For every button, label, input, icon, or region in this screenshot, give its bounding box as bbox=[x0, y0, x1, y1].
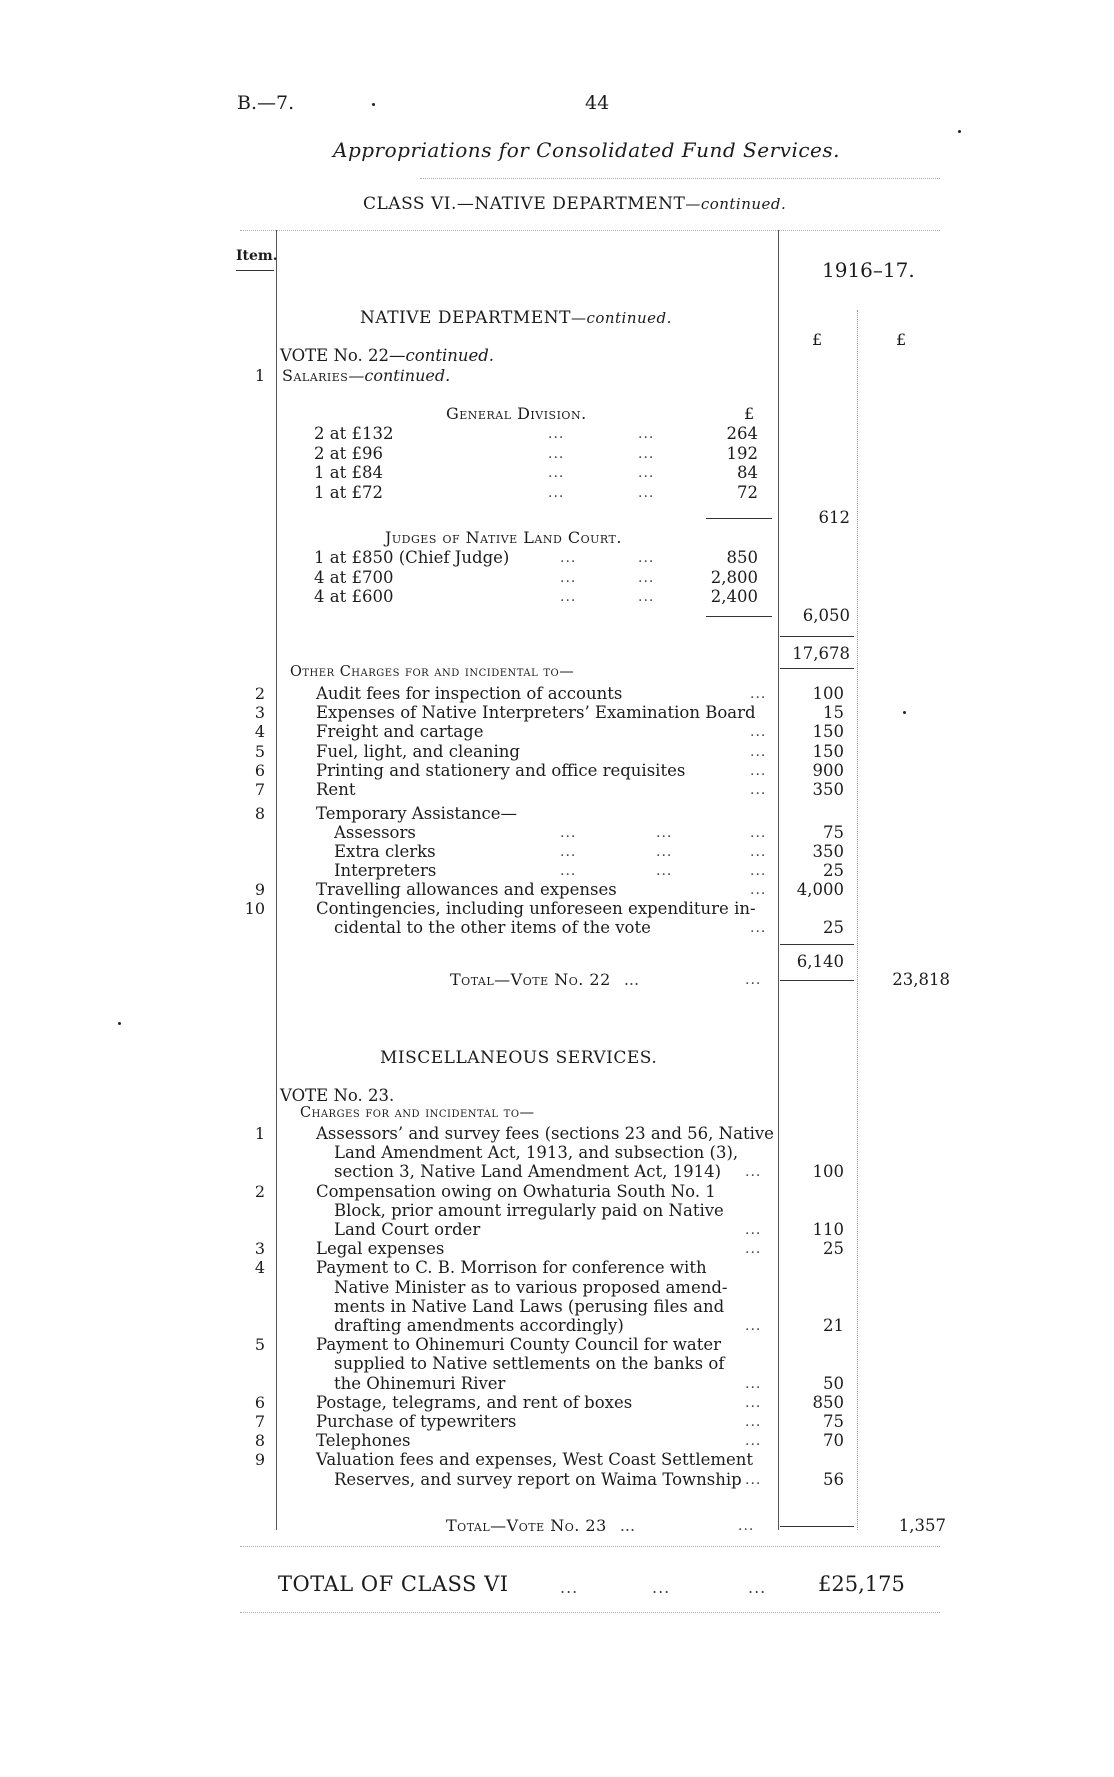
other-charge-label: Fuel, light, and cleaning bbox=[316, 741, 520, 761]
item-number: 6 bbox=[254, 760, 265, 780]
item-number: 3 bbox=[254, 703, 265, 723]
misc-item-line: Land Court order bbox=[334, 1220, 481, 1239]
misc-item-line: Block, prior amount irregularly paid on Native bbox=[334, 1200, 724, 1220]
title-rule bbox=[420, 178, 940, 179]
vote22-total: 23,818 bbox=[892, 970, 950, 989]
leader-dots: ... bbox=[560, 550, 577, 566]
scan-speck bbox=[118, 1022, 121, 1025]
item-number: 9 bbox=[254, 880, 265, 899]
item-number: 4 bbox=[254, 1258, 265, 1278]
leader-dots: ... bbox=[656, 825, 673, 841]
other-charge-label: Freight and cartage bbox=[316, 722, 484, 742]
item-column-label: Item. bbox=[236, 248, 278, 264]
misc-charges-heading: Charges for and incidental to— bbox=[300, 1105, 535, 1121]
native-dept-heading-suffix: —continued. bbox=[570, 309, 672, 327]
other-total: 6,140 bbox=[796, 952, 844, 971]
misc-item-amount: 70 bbox=[823, 1431, 844, 1451]
leader-dots: ... bbox=[745, 1164, 762, 1181]
misc-item-amount: 850 bbox=[812, 1392, 844, 1412]
misc-item-line: Native Minister as to various proposed amend- bbox=[334, 1277, 728, 1297]
item-number: 8 bbox=[254, 804, 265, 823]
salaries-label bbox=[282, 366, 450, 385]
misc-item-line: Land Amendment Act, 1913, and subsection (3), bbox=[334, 1143, 739, 1163]
vote23-total-text: Total—Vote No. 23 bbox=[446, 1516, 607, 1535]
grand-total-label: TOTAL OF CLASS VI bbox=[278, 1572, 509, 1596]
general-division-row-amount: 84 bbox=[737, 463, 758, 482]
general-division-subtotal: 612 bbox=[818, 508, 850, 527]
leader-dots: ... bbox=[745, 1433, 762, 1450]
misc-item-line: the Ohinemuri River bbox=[334, 1373, 506, 1393]
misc-heading: MISCELLANEOUS SERVICES. bbox=[380, 1048, 658, 1068]
misc-item-line: Compensation owing on Owhaturia South No. 1 bbox=[316, 1181, 716, 1201]
vote22-total-rule bbox=[780, 980, 854, 981]
leader-dots: ... bbox=[652, 1578, 671, 1597]
leader-dots: ... bbox=[750, 920, 767, 936]
class-heading-main: CLASS VI.—NATIVE DEPARTMENT bbox=[363, 194, 686, 214]
leader-dots: ... bbox=[548, 484, 565, 501]
leader-dots: ... bbox=[623, 970, 640, 989]
item-number: 9 bbox=[254, 1450, 265, 1470]
misc-item-line: Reserves, and survey report on Waima Township bbox=[334, 1469, 742, 1489]
leader-dots: ... bbox=[638, 445, 655, 462]
misc-item-line: section 3, Native Land Amendment Act, 1914) bbox=[334, 1162, 722, 1182]
misc-item-line: supplied to Native settlements on the banks of bbox=[334, 1354, 725, 1374]
currency-col2: £ bbox=[896, 330, 907, 349]
item-number: 5 bbox=[254, 741, 265, 761]
leader-dots: ... bbox=[745, 1471, 762, 1488]
salaries-total-rule-2 bbox=[780, 668, 854, 669]
item-number: 10 bbox=[244, 899, 265, 918]
misc-item-amount: 50 bbox=[823, 1373, 844, 1393]
leader-dots: ... bbox=[738, 1518, 755, 1534]
judges-row-label: 4 at £700 bbox=[314, 567, 394, 587]
other-charge-amount: 350 bbox=[812, 780, 844, 799]
item-number: 5 bbox=[254, 1335, 265, 1355]
leader-dots: ... bbox=[619, 1516, 636, 1535]
leader-dots: ... bbox=[750, 724, 767, 741]
misc-item-line: drafting amendments accordingly) bbox=[334, 1316, 624, 1335]
leader-dots: ... bbox=[638, 569, 655, 586]
misc-item-line: Assessors’ and survey fees (sections 23 and 56, Native bbox=[316, 1124, 774, 1143]
leader-dots: ... bbox=[750, 882, 767, 898]
vote22-total-text: Total—Vote No. 22 bbox=[450, 970, 611, 989]
salaries-label-main: Salaries bbox=[282, 366, 349, 385]
misc-item-amount: 100 bbox=[812, 1162, 844, 1182]
item-number: 3 bbox=[254, 1239, 265, 1259]
other-charge-amount: 900 bbox=[812, 760, 844, 780]
temporary-row-amount: 75 bbox=[823, 823, 844, 842]
misc-item-line: Purchase of typewriters bbox=[316, 1412, 517, 1431]
judges-row-amount: 2,800 bbox=[710, 567, 758, 587]
general-division-row-label: 2 at £96 bbox=[314, 443, 383, 463]
contingencies-line2: cidental to the other items of the vote bbox=[334, 918, 651, 937]
judges-subtotal: 6,050 bbox=[802, 606, 850, 625]
judges-rule bbox=[706, 616, 772, 617]
general-division-heading: General Division. bbox=[446, 404, 587, 423]
general-division-row-amount: 72 bbox=[737, 482, 758, 502]
general-division-currency: £ bbox=[744, 404, 755, 423]
travelling-label: Travelling allowances and expenses bbox=[316, 880, 617, 899]
leader-dots: ... bbox=[745, 1394, 762, 1411]
header-dot bbox=[372, 103, 375, 106]
judges-row-label: 4 at £600 bbox=[314, 587, 394, 606]
misc-item-line: Valuation fees and expenses, West Coast Settlement bbox=[316, 1450, 754, 1470]
item-label-rule bbox=[236, 270, 274, 271]
vote23-total-label bbox=[446, 1516, 635, 1535]
leader-dots: ... bbox=[560, 569, 577, 586]
year-heading: 1916–17. bbox=[822, 258, 915, 282]
item-column-rule bbox=[276, 230, 277, 1530]
judges-row-amount: 2,400 bbox=[710, 587, 758, 606]
leader-dots: ... bbox=[638, 484, 655, 501]
vote22-label-main: VOTE No. 22 bbox=[280, 346, 390, 365]
leader-dots: ... bbox=[638, 589, 655, 605]
contingencies-line1: Contingencies, including unforeseen expenditure in- bbox=[316, 899, 756, 918]
page-number: 44 bbox=[585, 92, 610, 114]
item-number: 7 bbox=[254, 780, 265, 799]
temporary-row-label: Assessors bbox=[334, 823, 416, 842]
leader-dots: ... bbox=[548, 445, 565, 462]
item-number: 2 bbox=[254, 684, 265, 703]
item-number: 7 bbox=[254, 1412, 265, 1431]
temporary-assistance-label: Temporary Assistance— bbox=[316, 804, 518, 823]
misc-item-line: Legal expenses bbox=[316, 1239, 445, 1259]
leader-dots: ... bbox=[656, 844, 673, 860]
leader-dots: ... bbox=[745, 1222, 762, 1238]
salaries-label-suffix: —continued. bbox=[348, 366, 451, 385]
leader-dots: ... bbox=[548, 426, 565, 442]
misc-item-amount: 25 bbox=[823, 1239, 844, 1259]
grand-total-amount: £25,175 bbox=[818, 1572, 905, 1596]
leader-dots: ... bbox=[745, 972, 762, 988]
misc-item-amount: 110 bbox=[812, 1220, 844, 1239]
misc-item-line: Postage, telegrams, and rent of boxes bbox=[316, 1392, 633, 1412]
general-division-row-label: 1 at £84 bbox=[314, 463, 383, 482]
native-dept-heading bbox=[360, 308, 672, 328]
item-number: 2 bbox=[254, 1181, 265, 1201]
item-number: 1 bbox=[254, 1124, 265, 1143]
item-number: 1 bbox=[254, 366, 265, 385]
other-total-rule bbox=[780, 944, 854, 945]
leader-dots: ... bbox=[748, 1578, 767, 1597]
vote23-label: VOTE No. 23. bbox=[280, 1086, 395, 1105]
other-charge-label: Audit fees for inspection of accounts bbox=[316, 684, 623, 703]
leader-dots: ... bbox=[560, 844, 577, 860]
vote22-label bbox=[280, 346, 494, 365]
temporary-row-amount: 350 bbox=[812, 842, 844, 861]
temporary-row-label: Interpreters bbox=[334, 861, 437, 880]
other-charge-amount: 100 bbox=[812, 684, 844, 703]
judges-heading: Judges of Native Land Court. bbox=[385, 528, 622, 547]
leader-dots: ... bbox=[656, 863, 673, 879]
temporary-row-label: Extra clerks bbox=[334, 842, 436, 861]
vote23-total: 1,357 bbox=[898, 1516, 946, 1535]
leader-dots: ... bbox=[745, 1241, 762, 1258]
general-division-row-label: 2 at £132 bbox=[314, 424, 394, 443]
class-heading-suffix: —continued. bbox=[685, 195, 787, 213]
leader-dots: ... bbox=[638, 426, 655, 442]
currency-col1: £ bbox=[812, 330, 823, 349]
misc-item-line: Payment to C. B. Morrison for conference with bbox=[316, 1258, 707, 1278]
class-heading bbox=[363, 194, 786, 214]
misc-item-amount: 21 bbox=[823, 1316, 844, 1335]
salaries-total: 17,678 bbox=[792, 644, 850, 663]
leader-dots: ... bbox=[745, 1414, 762, 1430]
total-column-rule bbox=[857, 310, 858, 1530]
judges-row-label: 1 at £850 (Chief Judge) bbox=[314, 548, 510, 567]
misc-item-amount: 56 bbox=[823, 1469, 844, 1489]
leader-dots: ... bbox=[560, 1578, 579, 1597]
leader-dots: ... bbox=[638, 550, 655, 566]
grand-total-bottom-rule bbox=[240, 1612, 940, 1613]
general-division-row-amount: 192 bbox=[726, 443, 758, 463]
page-ref: B.—7. bbox=[237, 92, 295, 114]
leader-dots: ... bbox=[745, 1318, 762, 1334]
temporary-row-amount: 25 bbox=[823, 861, 844, 880]
leader-dots: ... bbox=[750, 782, 767, 798]
other-charge-amount: 150 bbox=[812, 722, 844, 742]
vote22-total-label bbox=[450, 970, 639, 989]
vote23-total-rule bbox=[780, 1526, 854, 1527]
salaries-total-rule bbox=[780, 636, 854, 637]
leader-dots: ... bbox=[750, 844, 767, 860]
misc-item-line: Telephones bbox=[316, 1431, 411, 1451]
item-number: 8 bbox=[254, 1431, 265, 1451]
item-number: 4 bbox=[254, 722, 265, 742]
scan-speck bbox=[903, 711, 906, 714]
other-charge-label: Printing and stationery and office requisites bbox=[316, 760, 686, 780]
page-title: Appropriations for Consolidated Fund Services. bbox=[333, 138, 841, 162]
misc-item-line: Payment to Ohinemuri County Council for water bbox=[316, 1335, 722, 1355]
other-charges-heading: Other Charges for and incidental to— bbox=[290, 664, 575, 680]
leader-dots: ... bbox=[638, 465, 655, 481]
travelling-amount: 4,000 bbox=[796, 880, 844, 899]
leader-dots: ... bbox=[750, 743, 767, 760]
leader-dots: ... bbox=[745, 1375, 762, 1392]
amount-column-rule bbox=[778, 230, 779, 1530]
misc-item-line: ments in Native Land Laws (perusing files and bbox=[334, 1296, 725, 1316]
table-top-rule bbox=[240, 230, 940, 231]
leader-dots: ... bbox=[750, 825, 767, 841]
general-division-row-label: 1 at £72 bbox=[314, 482, 383, 502]
item-number: 6 bbox=[254, 1392, 265, 1412]
leader-dots: ... bbox=[560, 825, 577, 841]
general-division-rule bbox=[706, 518, 772, 519]
scan-speck bbox=[958, 130, 961, 133]
leader-dots: ... bbox=[750, 686, 767, 702]
leader-dots: ... bbox=[560, 589, 577, 605]
other-charge-amount: 150 bbox=[812, 741, 844, 761]
misc-item-amount: 75 bbox=[823, 1412, 844, 1431]
vote22-label-suffix: —continued. bbox=[389, 346, 495, 365]
contingencies-amount: 25 bbox=[823, 918, 844, 937]
other-charge-label: Rent bbox=[316, 780, 356, 799]
leader-dots: ... bbox=[560, 863, 577, 879]
leader-dots: ... bbox=[548, 465, 565, 481]
grand-total-top-rule bbox=[240, 1546, 940, 1547]
other-charge-label: Expenses of Native Interpreters’ Examination Board bbox=[316, 703, 756, 723]
other-charge-amount: 15 bbox=[823, 703, 844, 723]
leader-dots: ... bbox=[750, 762, 767, 779]
leader-dots: ... bbox=[750, 863, 767, 879]
general-division-row-amount: 264 bbox=[726, 424, 758, 443]
judges-row-amount: 850 bbox=[726, 548, 758, 567]
native-dept-heading-main: NATIVE DEPARTMENT bbox=[360, 308, 571, 328]
